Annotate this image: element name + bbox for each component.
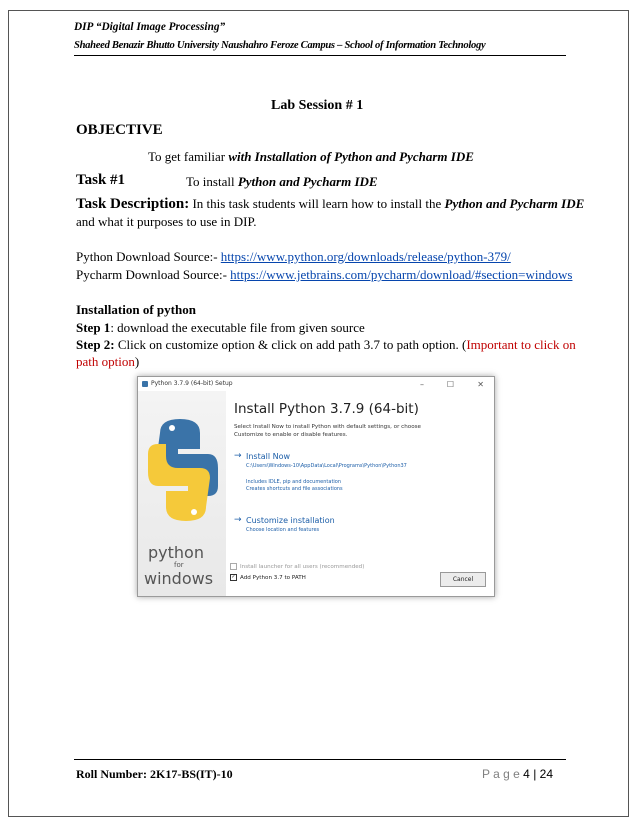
installer-heading: Install Python 3.7.9 (64-bit) xyxy=(234,401,419,417)
arrow-right-icon: → xyxy=(234,451,242,461)
installer-window xyxy=(137,376,495,597)
python-source-line xyxy=(76,249,511,265)
step2 xyxy=(76,337,576,353)
page-number xyxy=(482,767,553,781)
objective-text-bold: with Installation of Python and Pycharm IDE xyxy=(228,149,474,164)
task-text-plain: To install xyxy=(186,174,238,189)
launcher-checkbox-label: Install launcher for all users (recommended) xyxy=(240,564,365,570)
step2-close: ) xyxy=(134,354,140,369)
task-text xyxy=(186,174,378,190)
installer-subtitle-1: Select Install Now to install Python with default settings, or choose xyxy=(234,424,421,430)
installer-sidebar xyxy=(138,391,226,596)
customize-note: Choose location and features xyxy=(246,527,320,533)
page-total: 24 xyxy=(539,767,554,781)
task-heading: Task #1 xyxy=(76,172,126,188)
page-label: P a g e xyxy=(482,767,520,781)
roll-number: Roll Number: 2K17-BS(IT)-10 xyxy=(76,767,233,781)
close-icon[interactable]: ✕ xyxy=(477,380,484,389)
session-title: Lab Session # 1 xyxy=(271,98,364,113)
logo-python-text: python xyxy=(148,543,204,562)
install-now-label: Install Now xyxy=(246,452,291,461)
path-checkbox-row[interactable] xyxy=(230,574,306,581)
launcher-checkbox-row[interactable] xyxy=(230,563,364,570)
task-description-heading: Task Description: xyxy=(76,196,190,212)
step2-continued xyxy=(76,354,139,370)
header-rule xyxy=(74,55,566,56)
task-description-line2: and what it purposes to use in DIP. xyxy=(76,214,257,229)
step1 xyxy=(76,320,365,336)
install-path: C:\Users\Windows-10\AppData\Local\Programs\Python\Python37 xyxy=(246,463,407,469)
objective-heading: OBJECTIVE xyxy=(76,122,163,138)
logo-windows-text: windows xyxy=(144,569,214,588)
python-download-link[interactable]: https://www.python.org/downloads/release/python-379/ xyxy=(220,249,511,264)
installer-subtitle-2: Customize to enable or disable features. xyxy=(234,432,348,438)
launcher-checkbox[interactable] xyxy=(230,563,237,570)
cancel-button[interactable]: Cancel xyxy=(440,572,486,587)
footer-rule xyxy=(74,759,566,760)
installation-heading: Installation of python xyxy=(76,302,196,317)
python-small-icon xyxy=(142,381,148,387)
python-source-label: Python Download Source:- xyxy=(76,249,221,264)
arrow-right-icon: → xyxy=(234,515,242,525)
pycharm-download-link[interactable]: https://www.jetbrains.com/pycharm/download/#section=windows xyxy=(230,267,573,282)
pycharm-source-line xyxy=(76,267,572,283)
install-note-2: Creates shortcuts and file associations xyxy=(246,486,343,492)
task-description-bold: Python and Pycharm IDE xyxy=(444,196,585,211)
page-current: 4 xyxy=(523,767,530,781)
step2-note-line2: path option xyxy=(76,354,135,369)
installer-content xyxy=(230,391,494,596)
header-course-title: DIP “Digital Image Processing” xyxy=(74,21,226,33)
step1-label: Step 1 xyxy=(76,320,111,335)
install-now-option[interactable] xyxy=(234,451,474,521)
task-text-bold: Python and Pycharm IDE xyxy=(237,174,378,189)
task-description xyxy=(76,196,584,213)
step2-text: Click on customize option & click on add path 3.7 to path option. ( xyxy=(114,337,467,352)
objective-text xyxy=(148,149,474,165)
customize-label: Customize installation xyxy=(246,516,335,525)
customize-installation-option[interactable] xyxy=(234,515,434,539)
path-checkbox-label: Add Python 3.7 to PATH xyxy=(240,575,306,581)
header-university: Shaheed Benazir Bhutto University Naushahro Feroze Campus – School of Information Technology xyxy=(74,40,486,51)
maximize-icon[interactable]: ☐ xyxy=(446,380,454,389)
step1-text: : download the executable file from given source xyxy=(110,320,365,335)
pycharm-source-label: Pycharm Download Source:- xyxy=(76,267,231,282)
page-separator: | xyxy=(533,767,537,781)
step2-note-line1: Important to click on xyxy=(466,337,576,352)
path-checkbox-checked-icon[interactable]: ✓ xyxy=(231,574,236,580)
step2-label: Step 2: xyxy=(76,337,115,352)
objective-text-plain: To get familiar xyxy=(148,149,229,164)
task-description-text: In this task students will learn how to install the xyxy=(189,196,445,211)
installer-titlebar xyxy=(138,377,494,391)
install-note-1: Includes IDLE, pip and documentation xyxy=(246,479,342,485)
installer-window-title: Python 3.7.9 (64-bit) Setup xyxy=(151,380,233,387)
minimize-icon[interactable]: – xyxy=(420,380,424,389)
logo-for-text: for xyxy=(174,561,184,569)
